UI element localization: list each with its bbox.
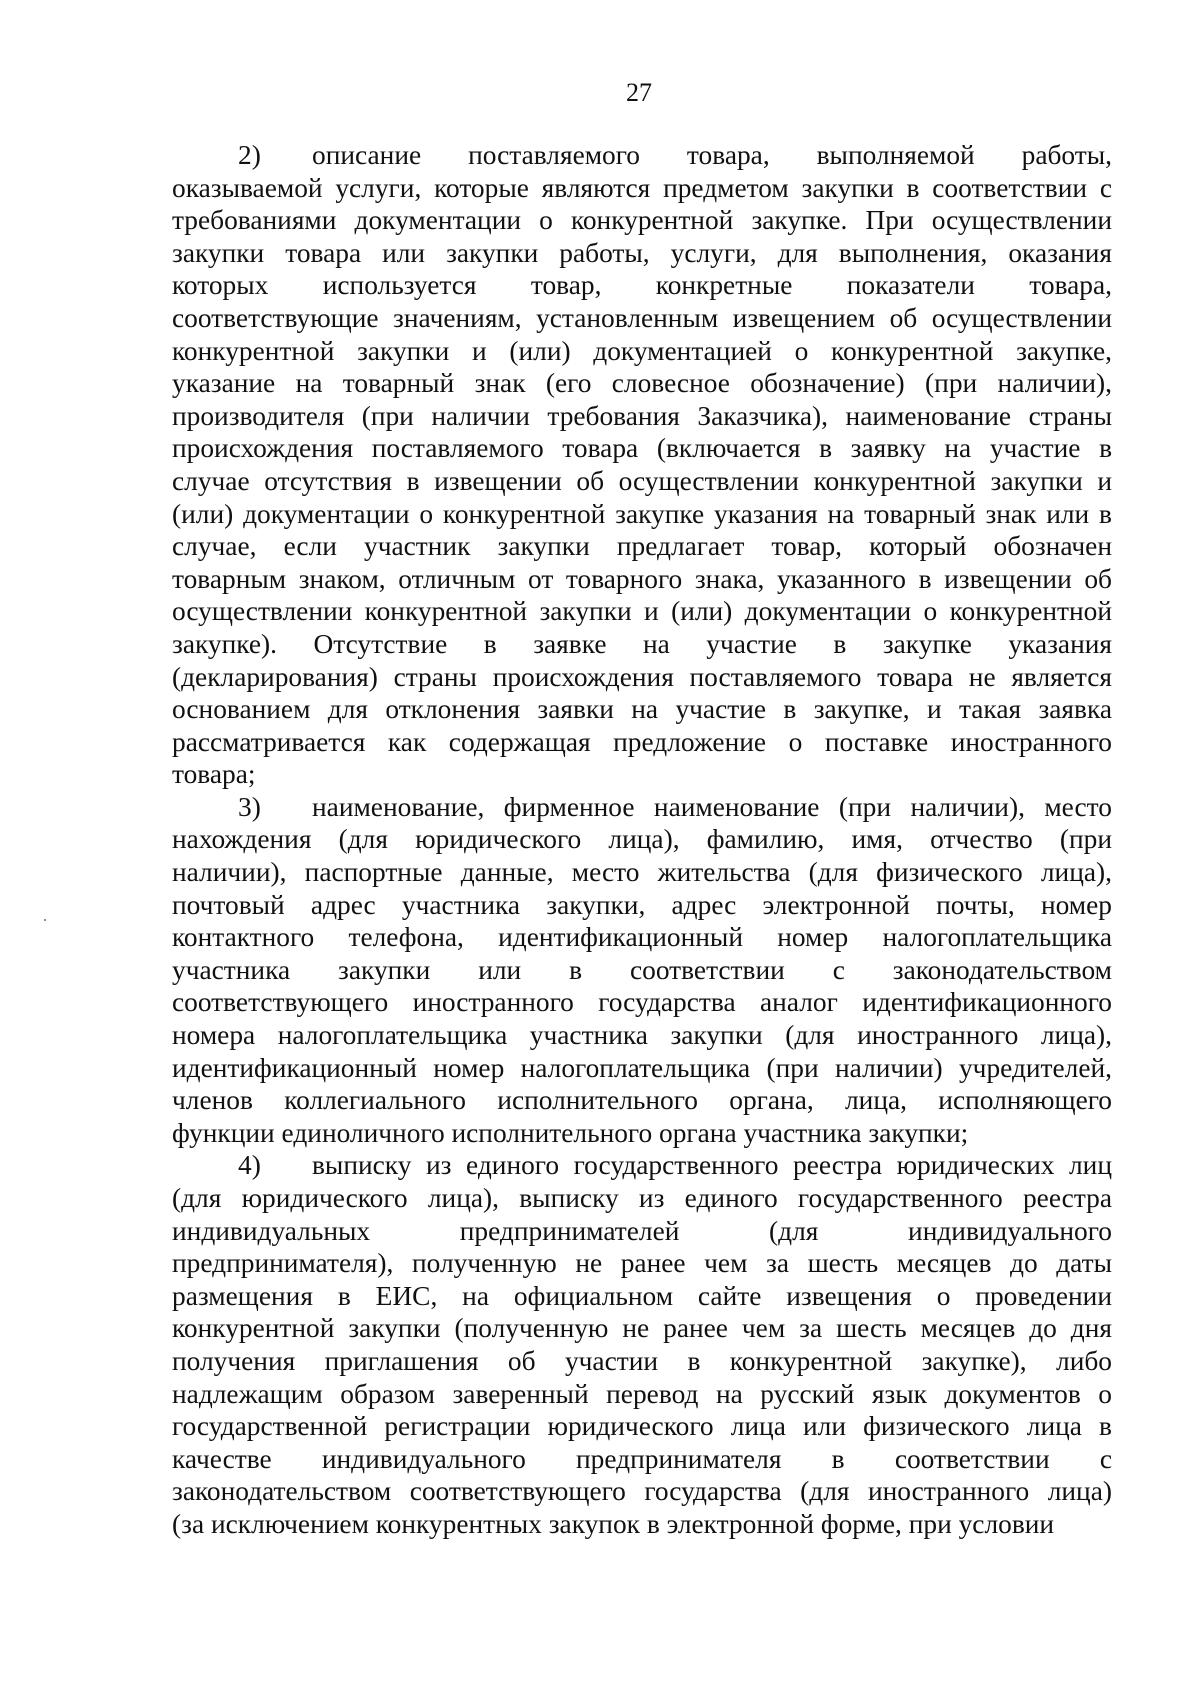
text-line: номера налогоплательщика участника закупки (для иностранного лица), [172,1020,1112,1051]
page-number: 27 [626,78,652,107]
paragraph-item-3 [172,791,1112,1150]
scan-speck [44,919,46,921]
text-line [172,1149,1112,1182]
text-line: происхождения поставляемого товара (включается в заявку на участие в [172,433,1112,464]
body-text [172,139,1112,1541]
text-line: индивидуальных предпринимателей (для индивидуального [172,1215,1112,1246]
text-line: которых используется товар, конкретные показатели товара, [172,270,1112,301]
line-text: описание поставляемого товара, выполняемой работы, [312,140,1112,170]
text-line: требованиями документации о конкурентной закупке. При осуществлении [172,205,1112,236]
text-line: основанием для отклонения заявки на участие в закупке, и такая заявка [172,694,1112,725]
text-line: нахождения (для юридического лица), фамилию, имя, отчество (при [172,824,1112,855]
text-line: соответствующие значениям, установленным извещением об осуществлении [172,302,1112,333]
text-line: указание на товарный знак (его словесное обозначение) (при наличии), [172,368,1112,399]
text-line: участника закупки или в соответствии с законодательством [172,954,1112,985]
text-line: конкурентной закупки и (или) документацией о конкурентной закупке, [172,335,1112,366]
text-line: государственной регистрации юридического лица или физического лица в [172,1411,1112,1442]
text-line: оказываемой услуги, которые являются предметом закупки в соответствии с [172,172,1112,203]
text-line: почтовый адрес участника закупки, адрес электронной почты, номер [172,889,1112,920]
text-line: функции единоличного исполнительного органа участника закупки; [172,1117,969,1148]
text-line: товарным знаком, отличным от товарного знака, указанного в извещении об [172,563,1112,594]
text-line: осуществлении конкурентной закупки и (или) документации о конкурентной [172,596,1112,627]
text-line: товара; [172,759,256,790]
text-line: рассматривается как содержащая предложение о поставке иностранного [172,726,1112,757]
text-line: наличии), паспортные данные, место жительства (для физического лица), [172,857,1112,888]
text-line: предпринимателя), полученную не ранее чем за шесть месяцев до даты [172,1248,1112,1279]
text-line: случае, если участник закупки предлагает товар, который обозначен [172,531,1112,562]
text-line: (за исключением конкурентных закупок в электронной форме, при условии [172,1508,1055,1539]
line-text: наименование, фирменное наименование (при наличии), место [312,791,1112,822]
text-line [172,791,1112,824]
text-line: законодательством соответствующего государства (для иностранного лица) [172,1476,1112,1507]
text-line: надлежащим образом заверенный перевод на русский язык документов о [172,1378,1112,1409]
text-line: случае отсутствия в извещении об осуществлении конкурентной закупки и [172,465,1112,496]
text-line: членов коллегиального исполнительного органа, лица, исполняющего [172,1085,1112,1116]
list-number: 4) [238,1150,261,1181]
list-number: 2) [238,140,261,170]
text-line: закупке). Отсутствие в заявке на участие в закупке указания [172,628,1112,659]
list-number: 3) [238,791,261,822]
text-line: (или) документации о конкурентной закупке указания на товарный знак или в [172,498,1112,529]
text-line: качестве индивидуального предпринимателя в соответствии с [172,1443,1112,1474]
text-line: производителя (при наличии требования Заказчика), наименование страны [172,400,1112,431]
line-text: выписку из единого государственного реестра юридических лиц [312,1150,1112,1181]
text-line: соответствующего иностранного государства аналог идентификационного [172,987,1112,1018]
text-line: получения приглашения об участии в конкурентной закупке), либо [172,1345,1112,1376]
text-line: размещения в ЕИС, на официальном сайте извещения о проведении [172,1280,1112,1311]
text-line [172,139,1112,172]
text-line: (для юридического лица), выписку из единого государственного реестра [172,1183,1112,1213]
text-line: закупки товара или закупки работы, услуги, для выполнения, оказания [172,237,1112,268]
text-line: идентификационный номер налогоплательщика (при наличии) учредителей, [172,1052,1112,1083]
paragraph-item-2 [172,139,1112,791]
paragraph-item-4 [172,1149,1112,1540]
text-line: конкурентной закупки (полученную не ранее чем за шесть месяцев до дня [172,1313,1112,1344]
text-line: (декларирования) страны происхождения поставляемого товара не является [172,661,1112,692]
text-line: контактного телефона, идентификационный номер налогоплательщика [172,922,1112,953]
